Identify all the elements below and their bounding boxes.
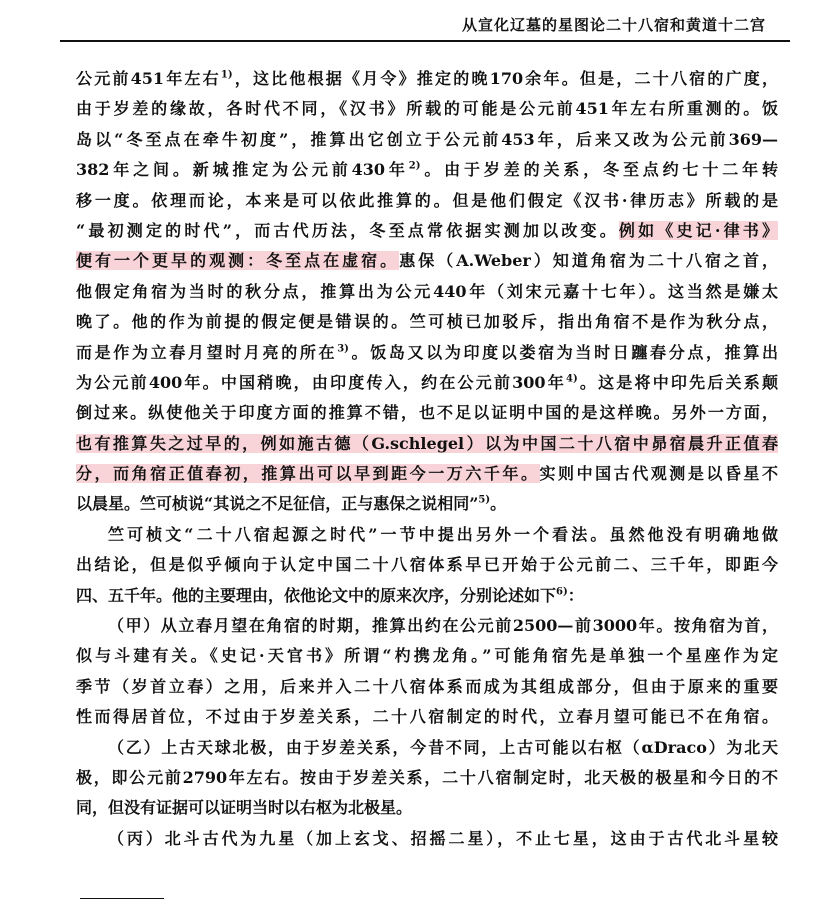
text-line-9: 晚了。他的作为前提的假定便是错误的。竺可桢已加驳斥，指出角宿不是作为秋分点，: [76, 312, 778, 332]
text-line-25: 同，但没有证据可以证明当时以右枢为北极星。: [76, 798, 413, 818]
text-line-17: 出结论，但是似乎倾向于认定中国二十八宿体系早已开始于公元前二、三千年，即距今: [76, 555, 778, 575]
running-header-title: 从宣化辽墓的星图论二十八宿和黄道十二宫: [461, 16, 766, 34]
text-line-7: 便有一个更早的观测：冬至点在虚宿。惠保（A.Weber）知道角宿为二十八宿之首，: [76, 251, 778, 271]
highlight-xu-lodge: 便有一个更早的观测：冬至点在虚宿。: [76, 251, 400, 271]
text-line-24: 极，即公元前2790年左右。按由于岁差关系，二十八宿制定时，北天极的极星和今日的不: [76, 767, 778, 787]
text-line-16: 竺可桢文“二十八宿起源之时代”一节中提出另外一个看法。虽然他没有明确地做: [108, 524, 778, 544]
text-line-26: （丙）北斗古代为九星（加上玄戈、招摇二星），不止七星，这由于古代北斗星较: [108, 828, 778, 848]
text-line-13: [76, 429, 778, 459]
text-line-14: 分，而角宿正值春初，推算出可以早到距今一万六千年。实则中国古代观测是以昏星不: [76, 464, 778, 484]
text-line-2: 由于岁差的缘故，各时代不同，《汉书》所载的可能是公元前451年左右所重测的。饭: [76, 99, 778, 119]
text-line-8: 他假定角宿为当时的秋分点，推算出为公元440年（刘宋元嘉十七年）。这当然是嫌太: [76, 281, 778, 301]
footnote-divider: [80, 898, 164, 899]
text-line-6: “最初测定的时代”，而古代历法，冬至点常依据实测加以改变。例如《史记·律书》: [76, 220, 778, 240]
highlight-shiji: 例如《史记·律书》: [618, 220, 778, 240]
text-line-23: （乙）上古天球北极，由于岁差关系，今昔不同，上古可能以右枢（αDraco）为北天: [108, 737, 778, 757]
text-line-5: 移一度。依理而论，本来是可以依此推算的。但是他们假定《汉书·律历志》所载的是: [76, 190, 778, 210]
body-text: [76, 64, 778, 854]
text-line-21: 季节（岁首立春）之用，后来并入二十八宿体系而成为其组成部分，但由于原来的重要: [76, 676, 778, 696]
text-line-12: 倒过来。纵使他关于印度方面的推算不错，也不足以证明中国的是这样晚。另外一方面，: [76, 403, 778, 423]
text-line-20: 似与斗建有关。《史记·天官书》所谓“杓携龙角。”可能角宿先是单独一个星座作为定: [76, 646, 778, 666]
text-line-4: 382年之间。新城推定为公元前430年$^{2)}$。由于岁差的关系，冬至点约七十二年转: [76, 160, 778, 180]
highlight-schlegel: 也有推算失之过早的，例如施古德（G.schlegel）以为中国二十八宿中昴宿晨升正值春: [76, 433, 778, 453]
text-line-11: 为公元前400年。中国稍晚，由印度传入，约在公元前300年$^{4)}$。这是将中印先后关系颠: [76, 372, 778, 392]
text-line-3: 岛以“冬至点在牵牛初度”，推算出它创立于公元前453年，后来又改为公元前369—: [76, 129, 778, 149]
running-header: [60, 0, 790, 42]
text-line-15: 以晨星。竺可桢说“其说之不足征信，正与惠保之说相同”$^{5)}$。: [76, 494, 507, 514]
highlight-schlegel-cont: 分，而角宿正值春初，推算出可以早到距今一万六千年。: [76, 464, 540, 484]
text-line-19: （甲）从立春月望在角宿的时期，推算出约在公元前2500—前3000年。按角宿为首，: [108, 616, 778, 636]
text-line-22: 性而得居首位，不过由于岁差关系，二十八宿制定的时代，立春月望可能已不在角宿。: [76, 707, 778, 727]
text-line-1: 公元前451年左右$^{1)}$，这比他根据《月令》推定的晚170余年。但是，二十八宿的广度，: [76, 69, 778, 88]
text-line-10: 而是作为立春月望时月亮的所在$^{3)}$。饭岛又以为印度以娄宿为当时日躔春分点，推算出: [76, 342, 778, 362]
text-line-18: 四、五千年。他的主要理由，依他论文中的原来次序，分别论述如下$^{6)}$：: [76, 585, 584, 605]
